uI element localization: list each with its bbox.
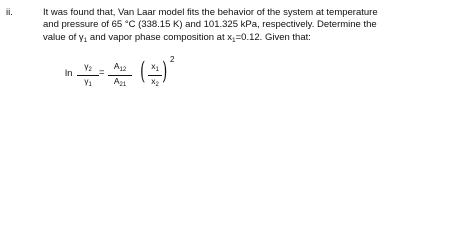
x-numerator-subscript: 1 [155, 67, 159, 73]
a-denominator-subscript: 21 [119, 82, 127, 88]
gamma-subscript: 1 [83, 36, 88, 44]
gamma-numerator-subscript: 2 [88, 67, 92, 73]
question-line-2: and pressure of 65 °C (338.15 K) and 101.325 kPa, respectively. Determine the [43, 19, 377, 31]
a-ratio-fraction [108, 61, 132, 90]
right-parenthesis: ) [162, 57, 168, 85]
question-line-1: It was found that, Van Laar model fits the behavior of the system at temperature [43, 7, 378, 18]
x-subscript: 1 [232, 36, 236, 44]
question-line-3-middle: and vapor phase composition at x [87, 31, 232, 43]
gamma-ratio-denominator [77, 76, 99, 90]
gamma-denominator-symbol: γ [84, 76, 89, 86]
natural-log-symbol: ln [65, 68, 73, 79]
van-laar-equation [64, 56, 184, 98]
question-page [0, 0, 463, 107]
exponent-two: 2 [170, 55, 175, 64]
a-ratio-denominator [108, 76, 132, 90]
gamma-ratio-numerator [77, 61, 99, 75]
a-denominator-symbol: A [113, 76, 120, 86]
x-ratio-fraction [148, 61, 162, 90]
x-ratio-numerator [148, 61, 162, 75]
question-line-3-prefix: value of γ [43, 31, 84, 43]
x-ratio-denominator [148, 76, 162, 90]
a-numerator-symbol: A [113, 61, 120, 71]
x-denominator-symbol: x [151, 76, 156, 86]
gamma-denominator-subscript: 1 [88, 82, 92, 88]
gamma-ratio-fraction [77, 61, 99, 90]
a-ratio-numerator [108, 61, 132, 75]
left-parenthesis: ( [140, 57, 146, 85]
question-text [43, 7, 459, 47]
a-numerator-subscript: 12 [119, 67, 127, 73]
question-number: ii. [6, 7, 13, 18]
question-line-3-suffix: =0.12. Given that: [235, 31, 311, 43]
x-denominator-subscript: 2 [155, 82, 159, 88]
equals-sign: = [99, 67, 105, 78]
question-line-3 [43, 32, 459, 47]
x-numerator-symbol: x [151, 61, 156, 71]
gamma-numerator-symbol: γ [84, 61, 89, 71]
